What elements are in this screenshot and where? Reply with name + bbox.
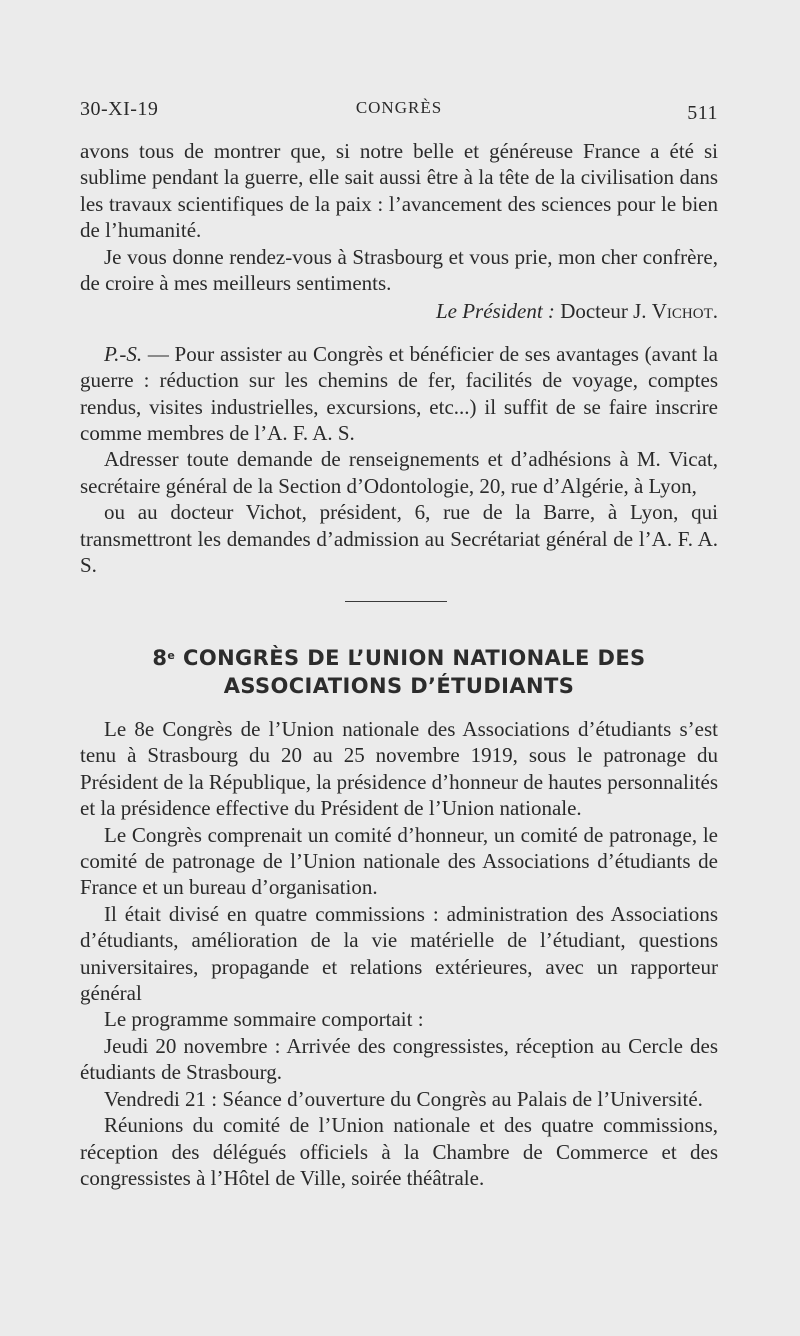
- article-body: [80, 716, 718, 1191]
- header-date: 30-XI-19: [80, 98, 159, 120]
- paragraph: Le Congrès comprenait un comité d’honneur, un comité de patronage, le comité de patronage de l’Union nationale des Associations d’étudiants de France et un bureau d’organisation.: [80, 822, 718, 900]
- title-line-2: ASSOCIATIONS D’ÉTUDIANTS: [223, 674, 575, 698]
- postscript-text: — Pour assister au Congrès et bénéficier de ses avantages (avant la guerre : réduction sur les chemins de fer, facilités de voyage, comptes rendus, visites industrielles, excursions, etc...) il suffit de se faire inscrire comme membres de l’A. F. A. S.: [80, 341, 718, 446]
- signature-role: Le Président :: [435, 299, 555, 324]
- postscript-label: P.-S.: [104, 341, 143, 366]
- title-superscript: e: [167, 649, 176, 662]
- paragraph: Le 8e Congrès de l’Union nationale des Associations d’étudiants s’est tenu à Strasbourg du 20 au 25 novembre 1919, sous le patronage du Président de la République, la présidence d’honneur de hautes personnalités et la présidence effective du Président de l’Union nationale.: [80, 717, 718, 821]
- title-line-1: CONGRÈS DE L’UNION NATIONALE DES: [175, 646, 646, 670]
- paragraph: Il était divisé en quatre commissions : administration des Associations d’étudiants, amélioration de la vie matérielle de l’étudiant, questions universitaires, propagande et relations extérieures, avec un rapporteur général: [80, 901, 718, 1006]
- paragraph: avons tous de montrer que, si notre belle et généreuse France a été si sublime pendant la guerre, elle sait aussi être à la tête de la civilisation dans les travaux scientifiques de la paix : l’avancement des sciences pour le bien de l’humanité.: [80, 139, 718, 243]
- signature: [80, 298, 718, 324]
- section-divider: [345, 601, 447, 602]
- paragraph: Vendredi 21 : Séance d’ouverture du Congrès au Palais de l’Université.: [104, 1086, 703, 1111]
- signature-name: Docteur J.: [560, 299, 652, 324]
- paragraph: Le programme sommaire comportait :: [104, 1007, 424, 1032]
- page-number: 511: [687, 102, 718, 124]
- paragraph: ou au docteur Vichot, président, 6, rue de la Barre, à Lyon, qui transmettront les demandes d’admission au Secrétariat général de l’A. F. A. S.: [80, 500, 718, 578]
- paragraph: Je vous donne rendez-vous à Strasbourg et vous prie, mon cher confrère, de croire à mes meilleurs sentiments.: [80, 244, 718, 296]
- paragraph: Jeudi 20 novembre : Arrivée des congressistes, réception au Cercle des étudiants de Strasbourg.: [80, 1033, 718, 1085]
- header-title: CONGRÈS: [355, 98, 443, 117]
- section-title: [80, 644, 718, 700]
- signature-surname: Vichot.: [651, 299, 718, 324]
- running-header: [80, 98, 718, 128]
- paragraph: Réunions du comité de l’Union nationale et des quatre commissions, réception des délégués officiels à la Chambre de Commerce et des congressistes à l’Hôtel de Ville, soirée théâtrale.: [80, 1113, 718, 1190]
- paragraph: Adresser toute demande de renseignements et d’adhésions à M. Vicat, secrétaire général de la Section d’Odontologie, 20, rue d’Algérie, à Lyon,: [80, 447, 718, 498]
- postscript: [80, 341, 718, 447]
- letter-continuation: [80, 138, 718, 579]
- title-number: 8: [152, 646, 168, 670]
